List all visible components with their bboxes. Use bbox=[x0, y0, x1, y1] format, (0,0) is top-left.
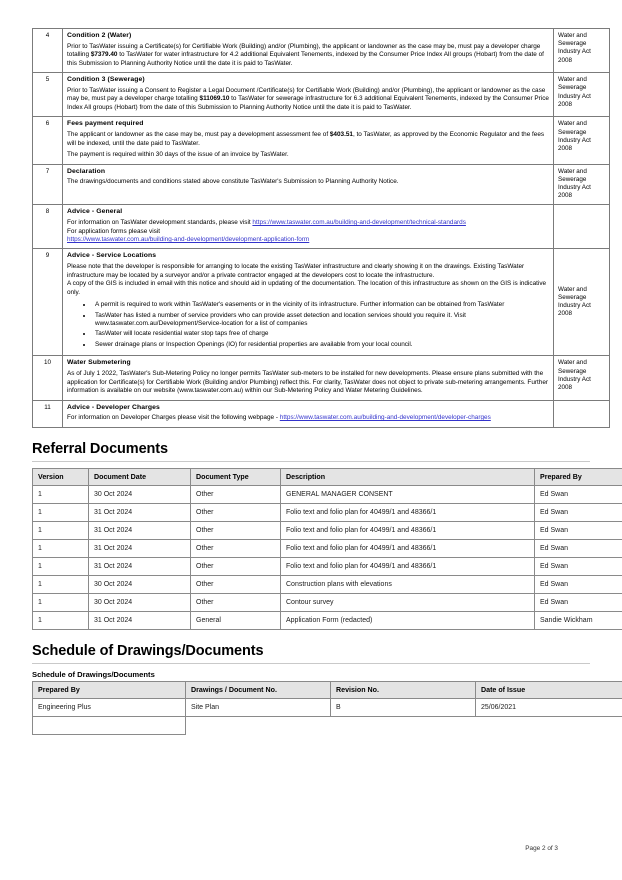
service-locations-bullet-list bbox=[67, 301, 549, 349]
cell-version: 1 bbox=[33, 503, 89, 521]
condition-row-9 bbox=[33, 249, 610, 356]
column-header-drawings-document-no: Drawings / Document No. bbox=[186, 681, 331, 698]
cell-description: Application Form (redacted) bbox=[281, 611, 535, 629]
schedule-heading-divider bbox=[32, 663, 590, 664]
cell-description: Folio text and folio plan for 40499/1 and 48366/1 bbox=[281, 557, 535, 575]
application-form-link[interactable]: https://www.taswater.com.au/building-and-development/development-application-form bbox=[67, 235, 310, 243]
cell-prepared-by: Ed Swan bbox=[535, 521, 622, 539]
table-row bbox=[33, 485, 622, 503]
referral-documents-heading: Referral Documents bbox=[32, 440, 168, 457]
condition-title: Advice - Developer Charges bbox=[67, 403, 160, 411]
schedule-table bbox=[32, 681, 622, 735]
referral-table-body bbox=[33, 485, 622, 629]
advice-general-text-2: For application forms please visit bbox=[67, 227, 161, 235]
cell-prepared-by: Engineering Plus bbox=[33, 698, 186, 716]
condition-number: 10 bbox=[33, 356, 63, 400]
condition-paragraph: The applicant or landowner as the case may be, must pay a development assessment fee of $403.51, to TasWater, as approved by the Economic Regulator and the fees will be indexed, until the date paid to TasWater. bbox=[67, 131, 545, 147]
table-row bbox=[33, 557, 622, 575]
condition-row-8 bbox=[33, 205, 610, 249]
condition-paragraph: Please note that the developer is responsible for arranging to locate the existing TasWater infrastructure and clearly showing it on the drawings. Existing TasWater infrastructure may be located by a surveyor and/or a private contractor engaged at the developers cost to locate the infrastructure. bbox=[67, 263, 525, 279]
condition-title: Declaration bbox=[67, 167, 106, 175]
cell-description: Folio text and folio plan for 40499/1 and 48366/1 bbox=[281, 521, 535, 539]
column-header-date-of-issue: Date of Issue bbox=[476, 681, 622, 698]
conditions-table bbox=[32, 28, 610, 428]
condition-number: 8 bbox=[33, 205, 63, 249]
table-row bbox=[33, 503, 622, 521]
document-page bbox=[32, 0, 593, 880]
cell-drawings-document-no: Site Plan bbox=[186, 698, 331, 716]
column-header-document-type: Document Type bbox=[191, 468, 281, 485]
cell-document-date: 30 Oct 2024 bbox=[89, 485, 191, 503]
column-header-revision-no: Revision No. bbox=[331, 681, 476, 698]
cell-prepared-by: Sandie Wickham bbox=[535, 611, 622, 629]
cell-document-type: Other bbox=[191, 557, 281, 575]
cell-description: Construction plans with elevations bbox=[281, 575, 535, 593]
cell-revision-no: B bbox=[331, 698, 476, 716]
cell-version: 1 bbox=[33, 521, 89, 539]
cell-document-date: 31 Oct 2024 bbox=[89, 557, 191, 575]
cell-description: GENERAL MANAGER CONSENT bbox=[281, 485, 535, 503]
condition-paragraph bbox=[67, 219, 549, 227]
condition-act-reference: Water and Sewerage Industry Act 2008 bbox=[554, 29, 610, 73]
condition-number: 9 bbox=[33, 249, 63, 356]
condition-row-11 bbox=[33, 400, 610, 427]
schedule-subheading: Schedule of Drawings/Documents bbox=[32, 669, 155, 679]
condition-body bbox=[63, 117, 554, 164]
condition-paragraph: As of July 1 2022, TasWater's Sub-Metering Policy no longer permits TasWater sub-meters to be installed for new developments. Please ensure plans submitted with the application for Certificate(s) for Certifiable Work (Building and/or Plumbing) reflect this. For clarity, TasWater does not object to private sub-metering arrangements. Further information is available on our website (www.taswater.com.au) within our Sub-Metering Policy and Water Metering Guidelines. bbox=[67, 370, 549, 395]
schedule-table-wrapper bbox=[32, 670, 590, 735]
condition-act-reference: Water and Sewerage Industry Act 2008 bbox=[554, 73, 610, 117]
cell-prepared-by: Ed Swan bbox=[535, 557, 622, 575]
cell-document-type: Other bbox=[191, 521, 281, 539]
column-header-prepared-by: Prepared By bbox=[33, 681, 186, 698]
condition-body bbox=[63, 249, 554, 356]
cell-document-date: 30 Oct 2024 bbox=[89, 575, 191, 593]
referral-table-head bbox=[33, 468, 622, 485]
condition-body bbox=[63, 400, 554, 427]
conditions-table-body bbox=[33, 29, 610, 428]
developer-charges-text: For information on Developer Charges please visit the following webpage - bbox=[67, 414, 280, 422]
cell-description: Folio text and folio plan for 40499/1 and 48366/1 bbox=[281, 539, 535, 557]
condition-act-reference: Water and Sewerage Industry Act 2008 bbox=[554, 249, 610, 356]
column-header-version: Version bbox=[33, 468, 89, 485]
condition-number: 5 bbox=[33, 73, 63, 117]
condition-paragraph: A copy of the GIS is included in email with this notice and should aid in updating of the documentation. The location of this infrastructure as shown on the GIS is indicative only. bbox=[67, 280, 547, 296]
condition-paragraph: Prior to TasWater issuing a Certificate(s) for Certifiable Work (Building) and/or (Plumbing), the applicant or landowner as the case may be, must pay a developer charge totalling $7379.40 to TasWater for water infrastructure for 4.2 additional Equivalent Tenements, indexed by the Consumer Price Index All groups (Hobart) from the date of this Submission to Planning Authority Notice until the date it is paid to TasWater. bbox=[67, 42, 544, 67]
cell-prepared-by: Ed Swan bbox=[535, 593, 622, 611]
schedule-table-body bbox=[33, 698, 622, 734]
cell-version: 1 bbox=[33, 593, 89, 611]
condition-row-4 bbox=[33, 29, 610, 73]
condition-paragraph bbox=[67, 414, 549, 422]
condition-act-reference: Water and Sewerage Industry Act 2008 bbox=[554, 164, 610, 205]
condition-paragraph: Prior to TasWater issuing a Consent to Register a Legal Document /Certificate(s) for Certifiable Work (Building) and/or (Plumbing), the applicant or landowner as the case may be, must pay a developer charge totalling $11069.10 to TasWater for sewerage infrastructure for 6.3 additional Equivalent Tenements, indexed by the Consumer Price Index All groups (Hobart) from the date of this Submission to Planning Authority Notice until the date it is paid to TasWater. bbox=[67, 87, 549, 111]
condition-paragraph: The drawings/documents and conditions stated above constitute TasWater's Submission to Planning Authority Notice. bbox=[67, 178, 399, 186]
condition-body bbox=[63, 29, 554, 73]
cell-document-type: Other bbox=[191, 593, 281, 611]
condition-body bbox=[63, 356, 554, 400]
condition-number: 7 bbox=[33, 164, 63, 205]
condition-row-6 bbox=[33, 117, 610, 164]
column-header-description: Description bbox=[281, 468, 535, 485]
cell-version: 1 bbox=[33, 611, 89, 629]
condition-body bbox=[63, 164, 554, 205]
cell-document-type: Other bbox=[191, 485, 281, 503]
table-header-row bbox=[33, 468, 622, 485]
cell-prepared-by: Ed Swan bbox=[535, 575, 622, 593]
column-header-prepared-by: Prepared By bbox=[535, 468, 622, 485]
cell-prepared-by: Ed Swan bbox=[535, 485, 622, 503]
cell-document-type: General bbox=[191, 611, 281, 629]
advice-general-text-1: For information on TasWater development standards, please visit bbox=[67, 219, 253, 227]
condition-number: 6 bbox=[33, 117, 63, 164]
table-header-row bbox=[33, 681, 622, 698]
cell-document-type: Other bbox=[191, 539, 281, 557]
cell-document-date: 30 Oct 2024 bbox=[89, 593, 191, 611]
cell-document-date: 31 Oct 2024 bbox=[89, 503, 191, 521]
cell-empty bbox=[331, 716, 476, 734]
table-row-empty bbox=[33, 716, 622, 734]
cell-document-type: Other bbox=[191, 503, 281, 521]
referral-heading-divider bbox=[32, 461, 590, 462]
condition-title: Condition 3 (Sewerage) bbox=[67, 76, 145, 84]
cell-document-date: 31 Oct 2024 bbox=[89, 539, 191, 557]
condition-act-reference bbox=[554, 400, 610, 427]
condition-title: Condition 2 (Water) bbox=[67, 32, 132, 39]
list-item: • Sewer drainage plans or Inspection Openings (IO) for residential properties are available from your local council. bbox=[93, 341, 549, 349]
cell-date-of-issue: 25/06/2021 bbox=[476, 698, 622, 716]
cell-prepared-by: Ed Swan bbox=[535, 503, 622, 521]
condition-title: Advice - General bbox=[67, 208, 123, 216]
list-item: • A permit is required to work within TasWater's easements or in the vicinity of its infrastructure. Further information can be obtained from TasWater bbox=[93, 301, 549, 309]
condition-number: 11 bbox=[33, 400, 63, 427]
table-row bbox=[33, 539, 622, 557]
table-row bbox=[33, 575, 622, 593]
referral-documents-table bbox=[32, 468, 622, 630]
table-row bbox=[33, 698, 622, 716]
list-item: • TasWater has listed a number of service providers who can provide asset detection and location services should you require it. Visit www.taswater.com.au/Development/Service-location for a list of companies bbox=[93, 312, 549, 329]
condition-body bbox=[63, 205, 554, 249]
condition-act-reference: Water and Sewerage Industry Act 2008 bbox=[554, 356, 610, 400]
table-row bbox=[33, 611, 622, 629]
schedule-table-head bbox=[33, 681, 622, 698]
condition-paragraph: The payment is required within 30 days of the issue of an invoice by TasWater. bbox=[67, 151, 289, 159]
schedule-heading: Schedule of Drawings/Documents bbox=[32, 642, 264, 659]
list-item: • TasWater will locate residential water stop taps free of charge bbox=[93, 330, 549, 338]
cell-document-date: 31 Oct 2024 bbox=[89, 611, 191, 629]
column-header-document-date: Document Date bbox=[89, 468, 191, 485]
cell-empty bbox=[186, 716, 331, 734]
cell-document-date: 31 Oct 2024 bbox=[89, 521, 191, 539]
cell-empty bbox=[476, 716, 622, 734]
cell-version: 1 bbox=[33, 539, 89, 557]
table-row bbox=[33, 521, 622, 539]
cell-description: Contour survey bbox=[281, 593, 535, 611]
cell-version: 1 bbox=[33, 575, 89, 593]
cell-document-type: Other bbox=[191, 575, 281, 593]
table-row bbox=[33, 593, 622, 611]
condition-act-reference bbox=[554, 205, 610, 249]
condition-act-reference: Water and Sewerage Industry Act 2008 bbox=[554, 117, 610, 164]
condition-number: 4 bbox=[33, 29, 63, 73]
condition-row-10 bbox=[33, 356, 610, 400]
condition-row-7 bbox=[33, 164, 610, 205]
developer-charges-link[interactable]: https://www.taswater.com.au/building-and-development/developer-charges bbox=[279, 414, 491, 422]
cell-version: 1 bbox=[33, 485, 89, 503]
condition-body bbox=[63, 73, 554, 117]
page-footer: Page 2 of 3 bbox=[525, 845, 558, 852]
condition-title: Water Submetering bbox=[67, 359, 131, 367]
condition-title: Advice - Service Locations bbox=[67, 252, 157, 260]
cell-prepared-by: Ed Swan bbox=[535, 539, 622, 557]
cell-description: Folio text and folio plan for 40499/1 and 48366/1 bbox=[281, 503, 535, 521]
cell-empty bbox=[33, 716, 186, 734]
condition-row-5 bbox=[33, 73, 610, 117]
cell-version: 1 bbox=[33, 557, 89, 575]
condition-title: Fees payment required bbox=[67, 120, 144, 128]
condition-paragraph bbox=[67, 228, 549, 245]
technical-standards-link[interactable]: https://www.taswater.com.au/building-and-development/technical-standards bbox=[252, 219, 466, 227]
